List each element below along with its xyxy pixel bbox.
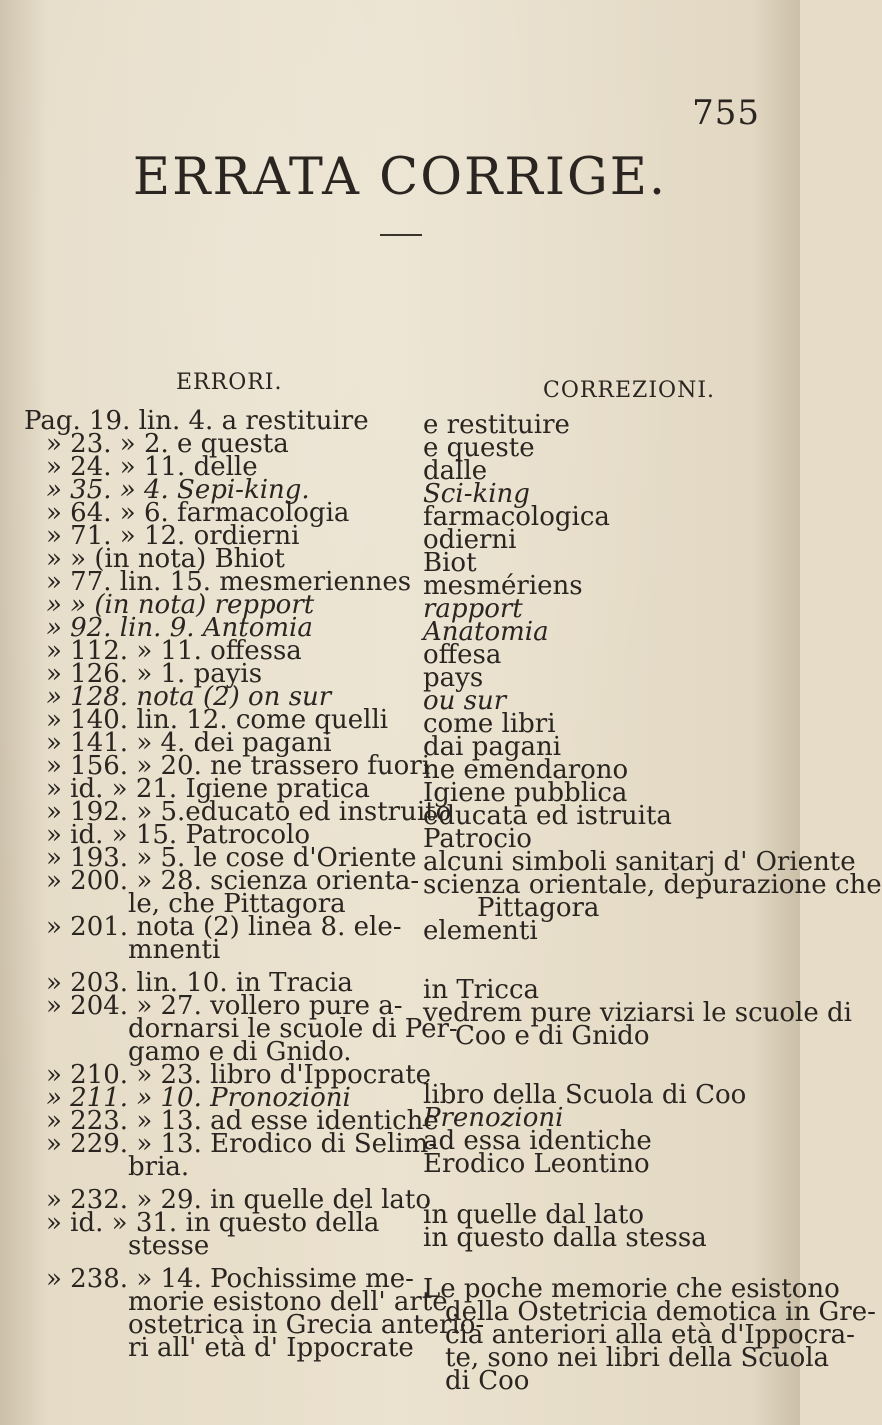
correction-row: ou sur	[423, 686, 507, 716]
error-row: » 141. » 4. dei pagani	[46, 728, 332, 758]
correction-row: ne emendarono	[423, 755, 629, 785]
correction-row: educata ed istruita	[423, 801, 672, 831]
corrections-column	[423, 410, 882, 1396]
error-row-continued: ri all' età d' Ippocrate	[128, 1333, 414, 1363]
correction-row: in questo dalla stessa	[423, 1223, 707, 1253]
correction-row-continued: Coo e di Gnido	[455, 1021, 650, 1051]
correction-row: Anatomia	[423, 617, 549, 647]
correction-row: libro della Scuola di Coo	[423, 1080, 747, 1110]
correction-row: pays	[423, 663, 484, 693]
correction-row: mesmériens	[423, 571, 583, 601]
error-row: » 128. nota (2) on sur	[46, 682, 332, 712]
error-row: » 238. » 14. Pochissime me-	[46, 1264, 414, 1294]
error-row: » 23. » 2. e questa	[46, 429, 289, 459]
correction-row: e queste	[423, 433, 535, 463]
error-row-continued: stesse	[128, 1231, 210, 1261]
correction-row: offesa	[423, 640, 502, 670]
correction-row: alcuni simboli sanitarj d' Oriente	[423, 847, 856, 877]
correction-row: scienza orientale, depurazione che	[423, 870, 882, 900]
error-row-continued: le, che Pittagora	[128, 889, 346, 919]
error-row: » 229. » 13. Erodico di Selim-	[46, 1129, 438, 1159]
error-row: » 64. » 6. farmacologia	[46, 498, 350, 528]
page-title: ERRATA CORRIGE.	[132, 148, 668, 207]
correction-row-continued: Pittagora	[477, 893, 600, 923]
error-row: » 92. lin. 9. Antomia	[46, 613, 313, 643]
error-row: » 210. » 23. libro d'Ippocrate	[46, 1060, 432, 1090]
correction-row: in quelle dal lato	[423, 1200, 645, 1230]
correction-row-continued: della Ostetricia demotica in Gre-	[445, 1297, 876, 1327]
corrections-heading: CORREZIONI.	[543, 378, 716, 403]
correction-row-continued: te, sono nei libri della Scuola	[445, 1343, 830, 1373]
error-row-continued: morie esistono dell' arte	[128, 1287, 448, 1317]
error-row: » 140. lin. 12. come quelli	[46, 705, 389, 735]
correction-row: Le poche memorie che esistono	[423, 1274, 840, 1304]
correction-row: Patrocio	[423, 824, 532, 854]
correction-row: odierni	[423, 525, 517, 555]
correction-row: Prenozioni	[423, 1103, 564, 1133]
error-row: » 156. » 20. ne trassero fuori	[46, 751, 431, 781]
error-row: » 192. » 5.educato ed instruito	[46, 797, 452, 827]
error-row: » 232. » 29. in quelle del lato	[46, 1185, 432, 1215]
title-divider	[380, 234, 422, 236]
correction-row: vedrem pure viziarsi le scuole di	[423, 998, 852, 1028]
error-row: » 211. » 10. Pronozioni	[46, 1083, 351, 1113]
correction-row: Biot	[423, 548, 477, 578]
error-row: » 200. » 28. scienza orienta-	[46, 866, 420, 896]
correction-row: come libri	[423, 709, 556, 739]
error-row: » 201. nota (2) linea 8. ele-	[46, 912, 402, 942]
correction-row-continued: cia anteriori alla età d'Ippocra-	[445, 1320, 855, 1350]
error-row: » id. » 21. Igiene pratica	[46, 774, 370, 804]
error-row: » 24. » 11. delle	[46, 452, 258, 482]
error-row: » id. » 15. Patrocolo	[46, 820, 310, 850]
error-row: » 112. » 11. offessa	[46, 636, 302, 666]
error-row: » 71. » 12. ordierni	[46, 521, 300, 551]
error-row: » 223. » 13. ad esse identiche	[46, 1106, 439, 1136]
correction-row: farmacologica	[423, 502, 610, 532]
correction-row: dalle	[423, 456, 488, 486]
correction-row: rapport	[423, 594, 523, 624]
errors-heading: ERRORI.	[176, 370, 283, 395]
error-row: » 193. » 5. le cose d'Oriente	[46, 843, 417, 873]
correction-row: in Tricca	[423, 975, 540, 1005]
correction-row-continued: di Coo	[445, 1366, 530, 1396]
error-row-continued: bria.	[128, 1152, 190, 1182]
error-row: » 35. » 4. Sepi-king.	[46, 475, 310, 505]
correction-row: Sci-king	[423, 479, 530, 509]
page-number: 755	[692, 93, 760, 133]
error-row: » id. » 31. in questo della	[46, 1208, 380, 1238]
correction-row: Igiene pubblica	[423, 778, 628, 808]
error-row: » 77. lin. 15. mesmeriennes	[46, 567, 412, 597]
correction-row: e restituire	[423, 410, 570, 440]
error-row: » 126. » 1. payis	[46, 659, 263, 689]
correction-row: ad essa identiche	[423, 1126, 652, 1156]
error-row: Pag. 19. lin. 4. a restituire	[24, 406, 369, 436]
error-row-continued: mnenti	[128, 935, 221, 965]
error-row-continued: dornarsi le scuole di Per-	[128, 1014, 458, 1044]
error-row: » » (in nota) Bhiot	[46, 544, 285, 574]
error-row-continued: ostetrica in Grecia anterio-	[128, 1310, 485, 1340]
error-row: » 203. lin. 10. in Tracia	[46, 968, 353, 998]
error-row: » » (in nota) repport	[46, 590, 315, 620]
correction-row: Erodico Leontino	[423, 1149, 650, 1179]
error-row-continued: gamo e di Gnido.	[128, 1037, 352, 1067]
error-row: » 204. » 27. vollero pure a-	[46, 991, 403, 1021]
correction-row: dai pagani	[423, 732, 562, 762]
correction-row: elementi	[423, 916, 538, 946]
